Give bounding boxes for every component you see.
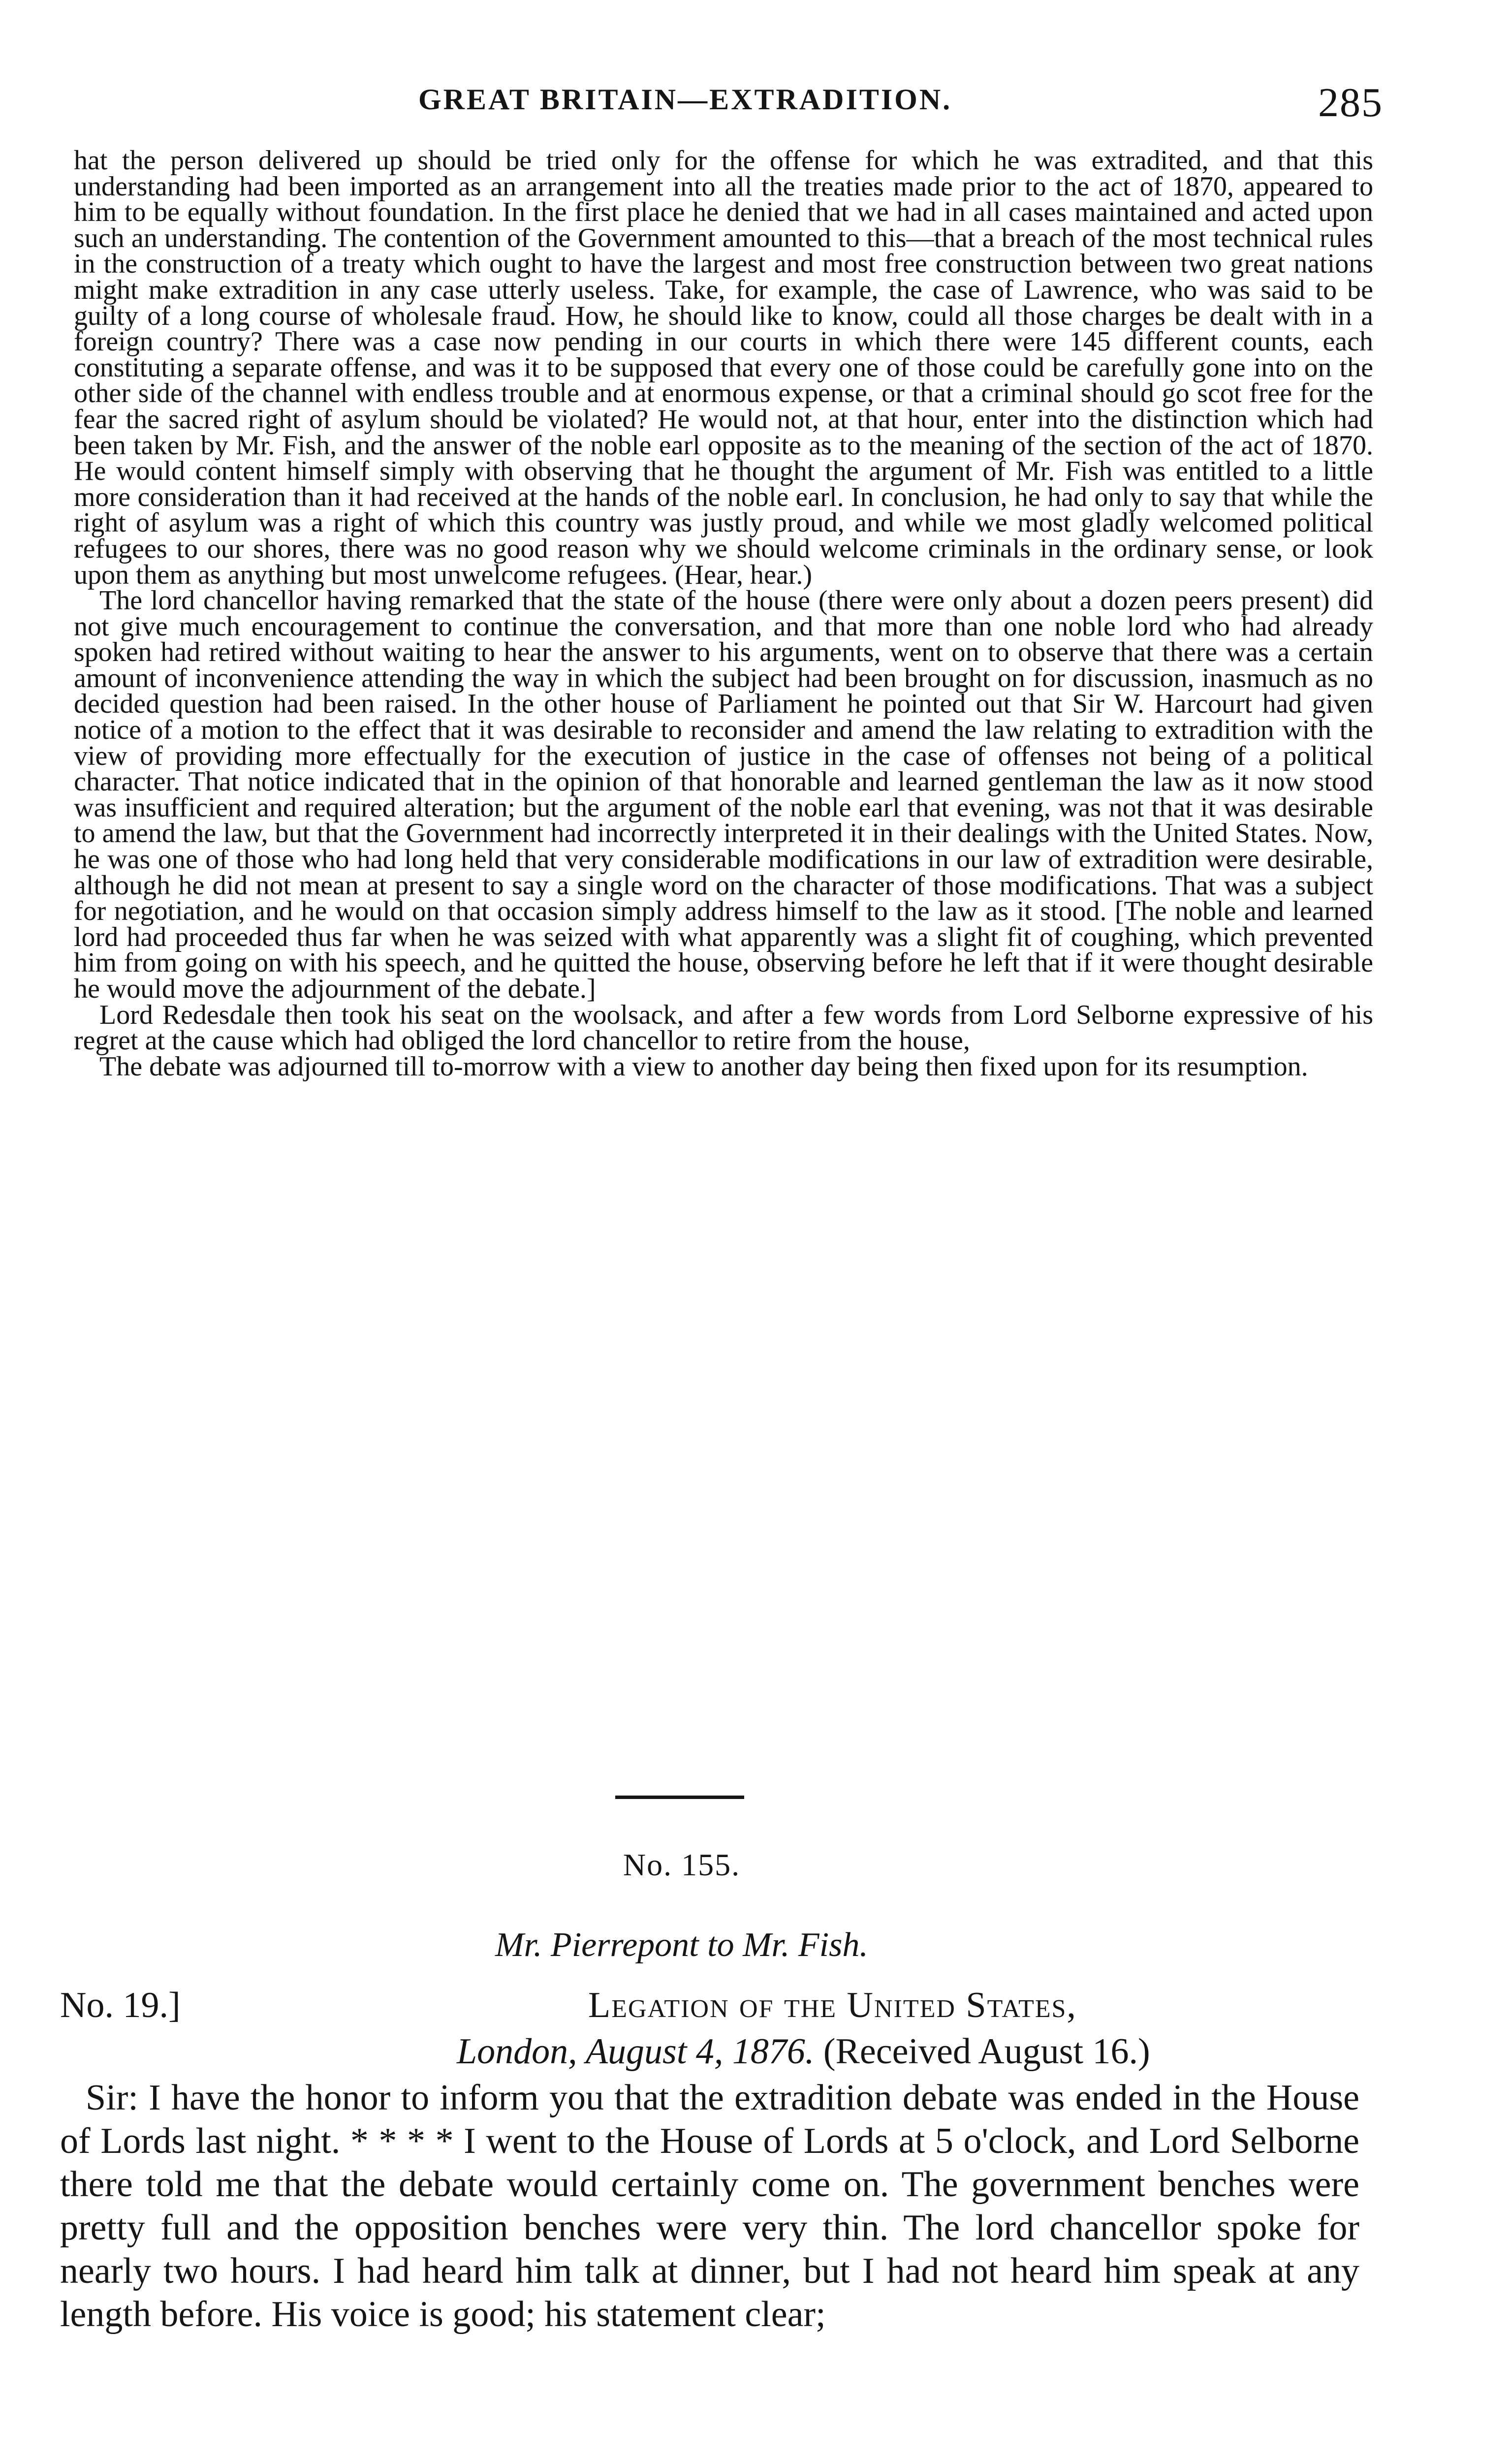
dispatch-number: No. 19.]	[60, 1985, 181, 2025]
paragraph-lord-chancellor: The lord chancellor having remarked that the state of the house (there were only about a dozen peers present) did not give much encouragement to continue the conversation, and that more than one noble lord who had already spoken had retired without waiting to hear the answer to his arguments, went on to observe that there was a certain amount of inconvenience attending the way in which the subject had been brought on for discussion, inasmuch as no decided question had been raised. In the other house of Parliament he pointed out that Sir W. Harcourt had given notice of a motion to the effect that it was desirable to reconsider and amend the law relating to extradition with the view of providing more effectually for the execution of justice in the case of offenses not being of a political character. That notice indicated that in the opinion of that honorable and learned gentleman the law as it now stood was insufficient and required alteration; but the argument of the noble earl that evening, was not that it was desirable to amend the law, but that the Government had incorrectly interpreted it in their dealings with the United States. Now, he was one of those who had long held that very considerable modifications in our law of extradition were desirable, although he did not mean at present to say a single word on the character of those modifications. That was a subject for negotiation, and he would on that occasion simply address himself to the law as it stood. [The noble and learned lord had proceeded thus far when he was seized with what apparently was a slight fit of coughing, which prevented him from going on with his speech, and he quitted the house, observing before he left that if it were thought desirable he would move the adjournment of the debate.]	[74, 585, 1373, 1004]
dateline-place-date: London, August 4, 1876.	[457, 2031, 815, 2072]
dateline-date	[457, 2031, 1150, 2073]
paragraph-continuation: hat the person delivered up should be tried only for the offense for which he was extradited, and that this understanding had been imported as an arrangement into all the treaties made prior to the act of 1870, appeared to him to be equally without foundation. In the first place he denied that we had in all cases maintained and acted upon such an understanding. The contention of the Government amounted to this—that a breach of the most technical rules in the construction of a treaty which ought to have the largest and most free construction between two great nations might make extradition in any case utterly useless. Take, for example, the case of Lawrence, who was said to be guilty of a long course of wholesale fraud. How, he should like to know, could all those charges be dealt with in a foreign country? There was a case now pending in our courts in which there were 145 different counts, each constituting a separate offense, and was it to be supposed that every one of those could be carefully gone into on the other side of the channel with endless trouble and at enormous expense, or that a criminal should go scot free for the fear the sacred right of asylum should be violated? He would not, at that hour, enter into the distinction which had been taken by Mr. Fish, and the answer of the noble earl opposite as to the meaning of the section of the act of 1870. He would content himself simply with observing that he thought the argument of Mr. Fish was entitled to a little more consideration than it had received at the hands of the noble earl. In conclusion, he had only to say that while the right of asylum was a right of which this country was justly proud, and while we most gladly welcomed political refugees to our shores, there was no good reason why we should welcome criminals in the ordinary sense, or look upon them as anything but most unwelcome refugees. (Hear, hear.)	[74, 145, 1373, 590]
section-divider	[615, 1796, 744, 1799]
paragraph-debate-adjourned: The debate was adjourned till to-morrow with a view to another day being then fixed upon for its resumption.	[99, 1051, 1308, 1082]
debate-text	[74, 145, 1373, 1082]
paragraph-lord-redesdale: Lord Redesdale then took his seat on the woolsack, and after a few words from Lord Selborne expressive of his regret at the cause which had obliged the lord chancellor to retire from the house,	[74, 999, 1373, 1056]
running-head	[74, 80, 1383, 132]
letter-title: Mr. Pierrepont to Mr. Fish.	[495, 1926, 868, 1964]
page-number: 285	[1318, 80, 1383, 126]
dateline-received: (Received August 16.)	[823, 2031, 1150, 2072]
letter-body: Sir: I have the honor to inform you that the extradition debate was ended in the House of Lords last night. * * * * I went to the House of Lords at 5 o'clock, and Lord Selborne there told me that the debate would certainly come on. The government benches were pretty full and the opposition benches were very thin. The lord chancellor spoke for nearly two hours. I had heard him talk at dinner, but I had not heard him speak at any length before. His voice is good; his statement clear;	[60, 2078, 1359, 2335]
running-title: GREAT BRITAIN—EXTRADITION.	[418, 83, 952, 116]
dateline-organization: Legation of the United States,	[588, 1985, 1077, 2025]
document-number: No. 155.	[623, 1847, 741, 1882]
